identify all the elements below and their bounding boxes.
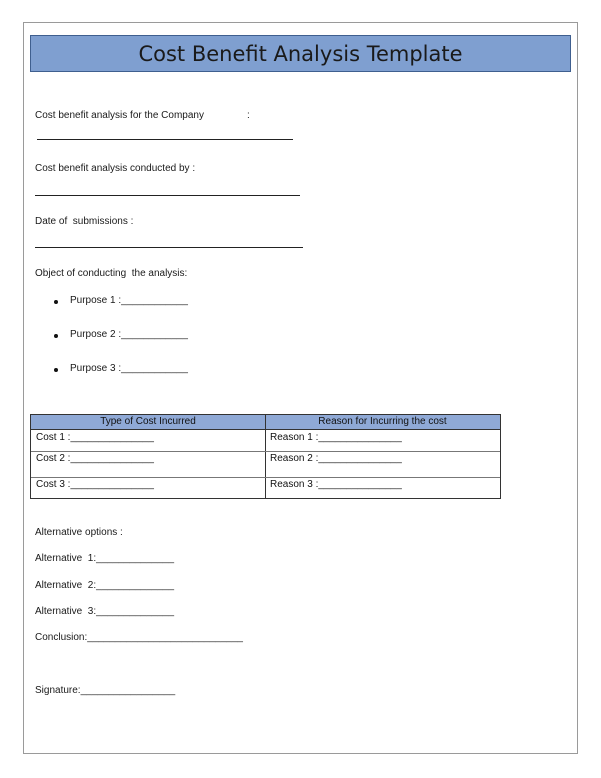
table-cell-reason-2[interactable]: Reason 2 :_______________	[270, 453, 402, 464]
object-label: Object of conducting the analysis:	[35, 268, 188, 279]
table-cell-reason-1[interactable]: Reason 1 :_______________	[270, 432, 402, 443]
company-input-line[interactable]	[37, 139, 293, 140]
conclusion-field[interactable]: Conclusion:____________________________	[35, 632, 243, 643]
purpose-2[interactable]: Purpose 2 :____________	[70, 329, 188, 340]
company-colon: :	[247, 110, 250, 121]
alternative-2[interactable]: Alternative 2:______________	[35, 580, 175, 591]
company-label: Cost benefit analysis for the Company	[35, 110, 204, 121]
table-row-divider	[31, 477, 500, 478]
bullet-icon	[54, 300, 58, 304]
date-label: Date of submissions :	[35, 216, 134, 227]
page-border	[23, 22, 578, 754]
signature-field[interactable]: Signature:_________________	[35, 685, 176, 696]
cost-table	[30, 414, 501, 499]
alternative-1[interactable]: Alternative 1:______________	[35, 553, 175, 564]
table-cell-cost-1[interactable]: Cost 1 :_______________	[36, 432, 154, 443]
bullet-icon	[54, 368, 58, 372]
table-header-cost-type: Type of Cost Incurred	[31, 415, 265, 430]
page-title: Cost Benefit Analysis Template	[138, 41, 463, 66]
table-column-divider	[265, 415, 266, 498]
alternatives-label: Alternative options :	[35, 527, 123, 538]
date-input-line[interactable]	[35, 247, 303, 248]
table-cell-reason-3[interactable]: Reason 3 :_______________	[270, 479, 402, 490]
bullet-icon	[54, 334, 58, 338]
table-header-reason: Reason for Incurring the cost	[265, 415, 500, 430]
table-cell-cost-2[interactable]: Cost 2 :_______________	[36, 453, 154, 464]
conducted-by-input-line[interactable]	[35, 195, 300, 196]
purpose-1[interactable]: Purpose 1 :____________	[70, 295, 188, 306]
table-cell-cost-3[interactable]: Cost 3 :_______________	[36, 479, 154, 490]
purpose-3[interactable]: Purpose 3 :____________	[70, 363, 188, 374]
title-banner	[30, 35, 571, 72]
alternative-3[interactable]: Alternative 3:______________	[35, 606, 175, 617]
conducted-by-label: Cost benefit analysis conducted by :	[35, 163, 196, 174]
table-row-divider	[31, 451, 500, 452]
